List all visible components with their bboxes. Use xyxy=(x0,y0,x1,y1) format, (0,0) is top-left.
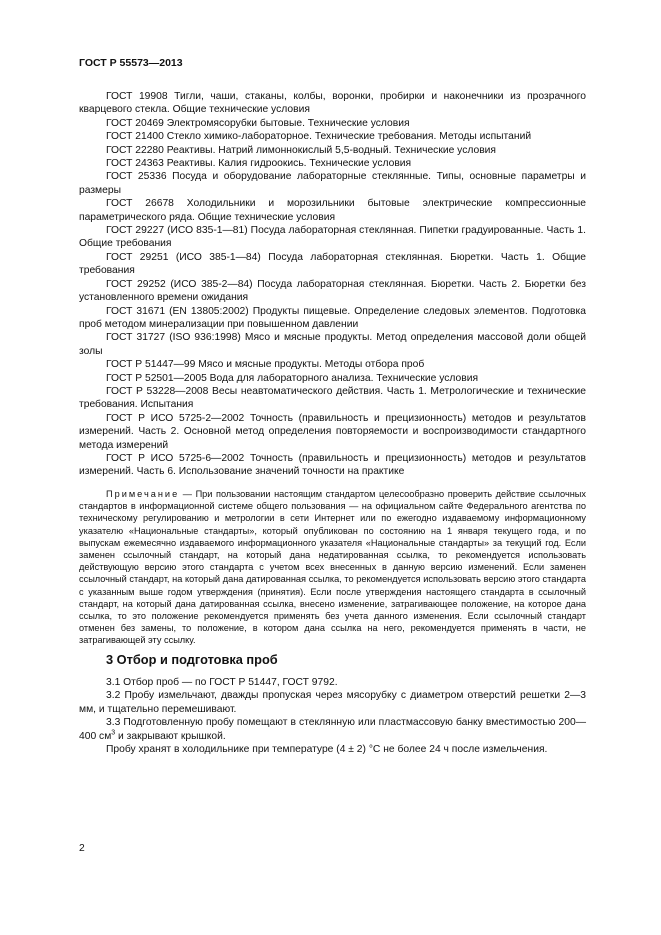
paragraph-3-3-tail: и закрывают крышкой. xyxy=(115,730,226,742)
superscript: 3 xyxy=(111,729,116,737)
reference-list xyxy=(79,90,586,479)
note-text: — При пользовании настоящим стандартом целесообразно проверить действие ссылочных стандартов в информационной системе общего пользования — на официальном сайте Федерального агентства по техническому регулированию и метрологии в сети Интернет или по ежегодно издаваемому информационному указателю «Национальные стандарты», который опубликован по состоянию на 1 января текущего года, и по выпускам ежемесячно издаваемого информационного указателя «Национальные стандарты» за текущий год. Если заменен ссылочный стандарт, на который дана недатированная ссылка, то рекомендуется использовать действующую версию этого стандарта с учетом всех внесенных в данную версию изменений. Если заменен ссылочный стандарт, на который дана датированная ссылка, то рекомендуется использовать версию этого стандарта с указанным выше годом утверждения (принятия). Если после утверждения настоящего стандарта в ссылочный стандарт, на который дана датированная ссылка, внесено изменение, затрагивающее положение, на которое дана ссылка, то это положение рекомендуется применять без учета данного изменения. Если ссылочный стандарт отменен без замены, то положение, в котором дана ссылка на него, рекомендуется применять в части, не затрагивающей эту ссылку. xyxy=(79,489,586,646)
reference-item: ГОСТ 29252 (ИСО 385-2—84) Посуда лабораторная стеклянная. Бюретки. Часть 2. Бюретки без установленного времени ожидания xyxy=(79,278,586,304)
paragraph-3-1: 3.1 Отбор проб — по ГОСТ Р 51447, ГОСТ 9792. xyxy=(106,677,338,688)
note-paragraph xyxy=(79,488,586,647)
document-header: ГОСТ Р 55573—2013 xyxy=(79,57,183,69)
reference-item: ГОСТ 29227 (ИСО 835-1—81) Посуда лабораторная стеклянная. Пипетки градуированные. Часть 1. Общие требования xyxy=(79,225,586,250)
reference-item: ГОСТ 21400 Стекло химико-лабораторное. Технические требования. Методы испытаний xyxy=(106,131,532,143)
reference-item: ГОСТ 24363 Реактивы. Калия гидроокись. Технические условия xyxy=(106,158,412,170)
paragraph-3-2: 3.2 Пробу измельчают, дважды пропуская через мясорубку с диаметром отверстий решетки 2—3 мм, и тщательно перемешивают. xyxy=(79,690,586,715)
note-label: Примечание xyxy=(106,489,180,499)
page-number: 2 xyxy=(79,843,85,854)
reference-item: ГОСТ 31671 (EN 13805:2002) Продукты пищевые. Определение следовых элементов. Подготовка проб методом минерализации при повышенном давлении xyxy=(79,305,586,330)
reference-item: ГОСТ 26678 Холодильники и морозильники бытовые электрические компрессионные параметрического ряда. Общие технические условия xyxy=(79,198,586,223)
reference-item: ГОСТ 20469 Электромясорубки бытовые. Технические условия xyxy=(106,117,410,129)
reference-item: ГОСТ 22280 Реактивы. Натрий лимоннокислый 5,5-водный. Технические условия xyxy=(106,144,497,156)
reference-item: ГОСТ 19908 Тигли, чаши, стаканы, колбы, воронки, пробирки и наконечники из прозрачного кварцевого стекла. Общие технические условия xyxy=(79,91,586,116)
paragraph-3-3-text: 3.3 Подготовленную пробу помещают в стеклянную или пластмассовую банку вместимостью 200—400 см xyxy=(79,717,586,742)
reference-item: ГОСТ Р 52501—2005 Вода для лабораторного анализа. Технические условия xyxy=(106,372,479,384)
reference-item: ГОСТ 29251 (ИСО 385-1—84) Посуда лабораторная стеклянная. Бюретки. Часть 1. Общие требования xyxy=(79,251,586,277)
reference-item: ГОСТ 25336 Посуда и оборудование лабораторные стеклянные. Типы, основные параметры и размеры xyxy=(79,171,586,196)
reference-item: ГОСТ Р ИСО 5725-2—2002 Точность (правильность и прецизионность) методов и результатов измерений. Часть 2. Основной метод определения повторяемости и воспроизводимости стандартного метода измерений xyxy=(79,412,586,451)
reference-item: ГОСТ 31727 (ISO 936:1998) Мясо и мясные продукты. Метод определения массовой доли общей золы xyxy=(79,332,586,357)
paragraph-3-3 xyxy=(79,716,586,743)
paragraph-storage: Пробу хранят в холодильнике при температуре (4 ± 2) °С не более 24 ч после измельчения. xyxy=(106,744,548,756)
section-heading: 3 Отбор и подготовка проб xyxy=(106,652,278,667)
reference-item: ГОСТ Р 53228—2008 Весы неавтоматического действия. Часть 1. Метрологические и технические требования. Испытания xyxy=(79,385,586,411)
section-body xyxy=(79,676,586,756)
reference-item: ГОСТ Р 51447—99 Мясо и мясные продукты. Методы отбора проб xyxy=(106,359,425,371)
reference-item: ГОСТ Р ИСО 5725-6—2002 Точность (правильность и прецизионность) методов и результатов измерений. Часть 6. Использование значений точности на практике xyxy=(79,452,586,478)
